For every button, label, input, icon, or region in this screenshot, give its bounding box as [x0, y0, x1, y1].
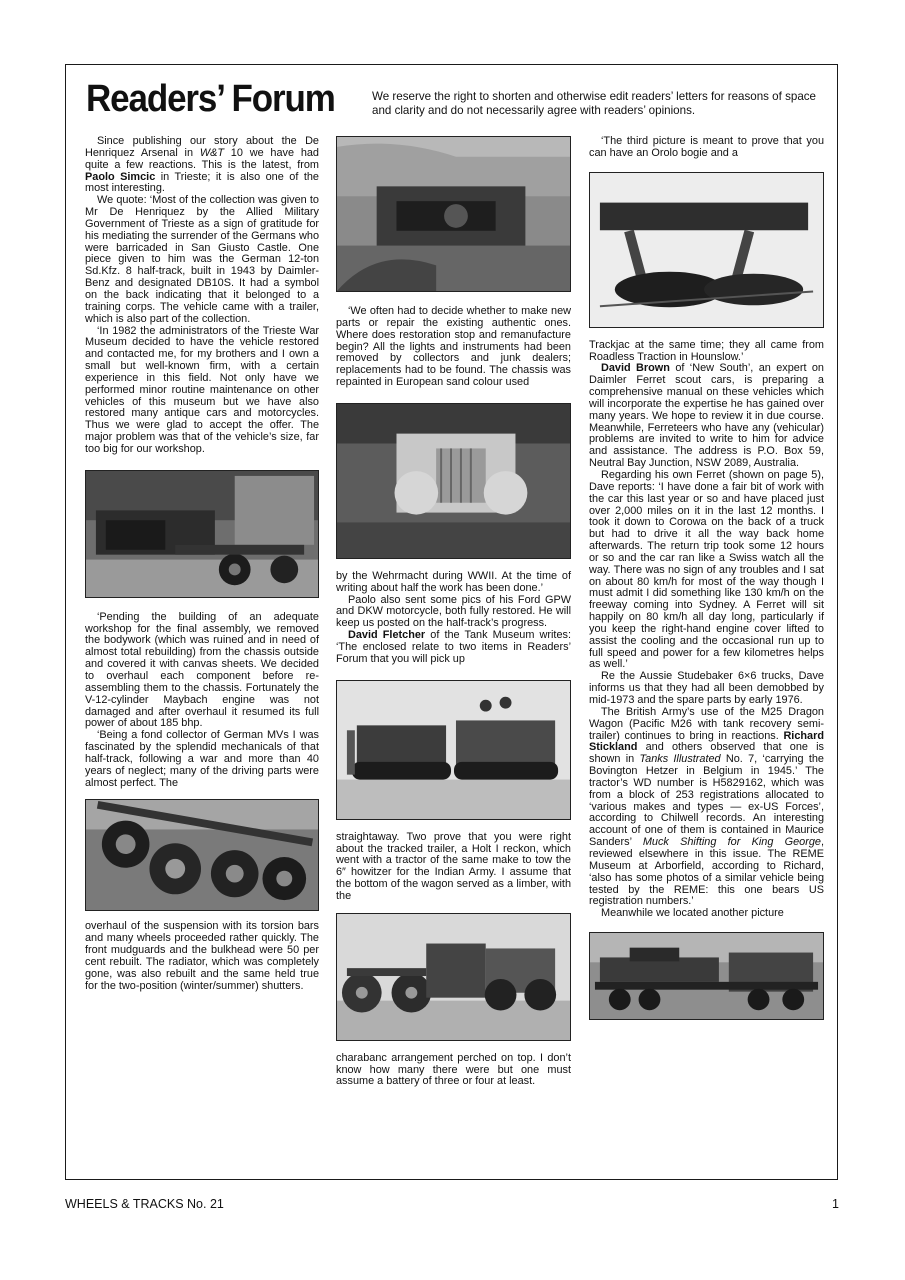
paragraph: straightaway. Two prove that you were right about the tracked trailer, a Holt I reckon, which went with a tractor of the same make to tow the 6″ howitzer for the Indian Army. I assume that the bottom of the wagon served as a limber, with the	[336, 830, 571, 902]
paragraph: Trackjac at the same time; they all came from Roadless Traction in Hounslow.’	[589, 338, 824, 363]
paragraph: Paolo also sent some pics of his Ford GPW and DKW motorcycle, both fully restored. He will keep us posted on the half-track’s progress.	[336, 593, 571, 630]
paragraph: Since publishing our story about the De Henriquez Arsenal in W&T 10 we have had quite a few reactions. This is the latest, from Paolo Simcic in Trieste; it is also one of the most interesting.	[85, 135, 319, 195]
howitzer-tractor-photo	[336, 913, 571, 1041]
paragraph: ‘Pending the building of an adequate workshop for the final assembly, we removed the bodywork (which was ruined and in need of almost total rebuilding) from the chassis outside and covered it with canvas sheets. We decided to overhaul each component before re-assembling them to the chassis. Fortunately the V-12-cylinder Maybach engine was not damaged and after overhaul it resumed its full power of about 185 bhp.	[85, 610, 319, 730]
paragraph: ‘The third picture is meant to prove that you can have an Orolo bogie and a	[589, 135, 824, 159]
paragraph: Re the Aussie Studebaker 6×6 trucks, Dave informs us that they had all been demobbed by mid-1973 and the spare parts by early 1976.	[589, 670, 824, 706]
paragraph: ‘We often had to decide whether to make new parts or repair the existing authentic ones. Where does restoration stop and remanufacture begin? All the lights and instruments had been removed by collectors and junk dealers; replacements had to be found. The chassis was repainted in European sand colour used	[336, 305, 571, 389]
paragraph: We quote: ‘Most of the collection was given to Mr De Henriquez by the Allied Military Government of Trieste as a sign of gratitude for his mediating the surrender of the Germans who were barricaded in San Giusto Castle. One piece given to him was the German 12-ton Sd.Kfz. 8 half-track, built in 1943 by Daimler-Benz and designated DB10S. It had a symbol on the back indicating that it belonged to a training corps. The vehicle came with a trailer, which is also part of the collection.	[85, 194, 319, 325]
halftrack-chassis-photo	[85, 470, 319, 598]
paragraph: Regarding his own Ferret (shown on page 5), Dave reports: ‘I have done a fair bit of work with the car this last year or so and have placed just over 2,000 miles on it in the last 12 months. I took it down to Corowa on the back of a truck but had to drive it all the way back home afterwards. The return trip took some 12 hours or so and the car ran like a Swiss watch all the way. There was no sign of any troubles and I sat on about 80 km/h for most of the way though I must admit I did something like 130 km/h on the freeway coming into Sydney. A Ferret will sit happily on 80 km/h all day long, particularly if you keep the right-hand engine cover lifted to assist the cooling and the occasional run up to full speed and power for a few kilometres helps as well.’	[589, 468, 824, 671]
footer-magazine: WHEELS & TRACKS No. 21	[65, 1197, 224, 1211]
trackjac-photo	[589, 172, 824, 328]
editorial-disclaimer: We reserve the right to shorten and otherwise edit readers’ letters for reasons of space and clarity and do not necessarily agree with readers’ opinions.	[372, 90, 817, 117]
paragraph: ‘In 1982 the administrators of the Trieste War Museum decided to have the vehicle restored and contacted me, for my brothers and I own a small but well-known firm, with a certain experience in this field. Not only have we performed minor routine maintenance on other vehicles of this museum but we have also restored many antique cars and motorcycles. Thus we were glad to accept the offer. The major problem was that of the vehicle’s size, far too big for our workshop.	[85, 324, 319, 455]
paragraph: overhaul of the suspension with its torsion bars and many wheels proceeded rather quickly. The front mudguards and the bulkhead were 50 per cent rebuilt. The radiator, which was completely gone, was also rebuilt and the same held true for the two-position (winter/summer) shutters.	[85, 920, 319, 992]
paragraph: David Fletcher of the Tank Museum writes: ‘The enclosed relate to two items in Readers’ Forum that you will pick up	[336, 629, 571, 665]
column-2	[336, 136, 571, 1088]
dragon-wagon-photo	[589, 932, 824, 1020]
paragraph: by the Wehrmacht during WWII. At the time of writing about half the work has been done.’	[336, 569, 571, 594]
column-3	[589, 136, 824, 1020]
tracked-trailer-photo	[336, 680, 571, 820]
halftrack-front-photo	[336, 403, 571, 559]
suspension-wheels-photo	[85, 799, 319, 911]
column-1	[85, 136, 319, 993]
page-title: Readers’ Forum	[86, 78, 335, 120]
footer-page-number: 1	[832, 1197, 839, 1211]
paragraph: Meanwhile we located another picture	[601, 907, 784, 920]
paragraph: charabanc arrangement perched on top. I don’t know how many there were but one must assume a battery of three or four at least.	[336, 1051, 571, 1088]
paragraph: The British Army’s use of the M25 Dragon Wagon (Pacific M26 with tank recovery semi-trailer) continues to bring in reactions. Richard Stickland and others observed that one is shown in Tanks Illustrated No. 7, ‘carrying the Bovington Hetzer in Belgium in 1945.’ The tractor’s WD number is H5829162, which was from a block of 253 registrations allocated to ‘various makes and types — ex-US Forces’, according to Chilwell records. An interesting account of one of them is contained in Maurice Sanders’ Muck Shifting for King George, reviewed elsewhere in this issue. The REME Museum at Arborfield, according to Richard, ‘also has some photos of a similar vehicle being tested by the REME: this one bears US registration numbers.’	[589, 705, 825, 908]
engine-photo	[336, 136, 571, 292]
paragraph: David Brown of ‘New South’, an expert on Daimler Ferret scout cars, is preparing a comprehensive manual on these vehicles which will incorporate the expertise he has gained over many years. We hope to review it in due course. Meanwhile, Ferreteers who have any (vehicular) problems are invited to write to him for advice and assistance. The address is P.O. Box 59, Neutral Bay Junction, NSW 2089, Australia.	[589, 362, 824, 470]
paragraph: ‘Being a fond collector of German MVs I was fascinated by the splendid mechanicals of that half-track, following a war and more than 40 years of neglect; many of the driving parts were almost perfect. The	[85, 729, 319, 789]
